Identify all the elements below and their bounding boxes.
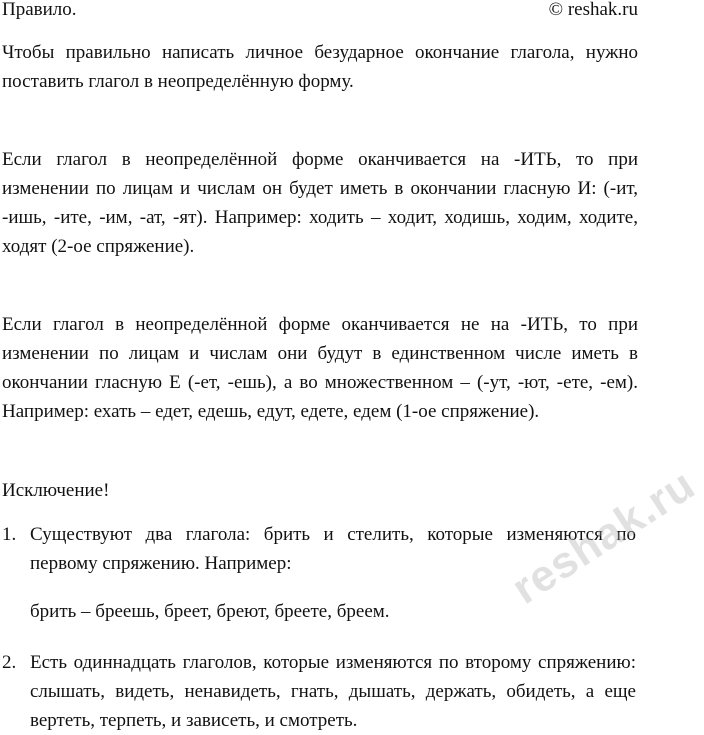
watermark-logo: reshak.ru [503,459,704,614]
copyright-label: © reshak.ru [548,0,638,20]
paragraph-first-conjugation: Если глагол в неопределённой форме оканчивается не на -ИТЬ, то при изменении по лицам и числам они будут в единственном числе иметь в окончании гласную Е (-ет, -ешь), а во множественном – (-ут, -ют, -ете, -ем). Например: ехать – едет, едешь, едут, едете, едем (1-ое спряжение). [2,314,638,422]
exception-item-number: 2. [2,652,17,673]
exception-item-number: 1. [2,524,17,545]
header-title: Правило. [2,0,77,20]
exception-heading: Исключение! [2,480,110,501]
exception-item-text: Существуют два глагола: брить и стелить, которые изменяются по первому спряжению. Например: [30,524,636,574]
paragraph-intro: Чтобы правильно написать личное безударное окончание глагола, нужно поставить глагол в неопределённую форму. [2,42,638,92]
exception-item-text: Есть одиннадцать глаголов, которые изменяются по второму спряжению: слышать, видеть, ненавидеть, гнать, дышать, держать, обидеть, а еще вертеть, терпеть, и зависеть, и смотреть. [30,652,636,731]
exception-example: брить – бреешь, бреет, бреют, бреете, бреем. [30,601,390,622]
paragraph-second-conjugation: Если глагол в неопределённой форме оканчивается на -ИТЬ, то при изменении по лицам и числам он будет иметь в окончании гласную И: (-ит, -ишь, -ите, -им, -ат, -ят). Например: ходить – ходит, ходишь, ходим, ходите, ходят (2-ое спряжение). [2,149,638,257]
